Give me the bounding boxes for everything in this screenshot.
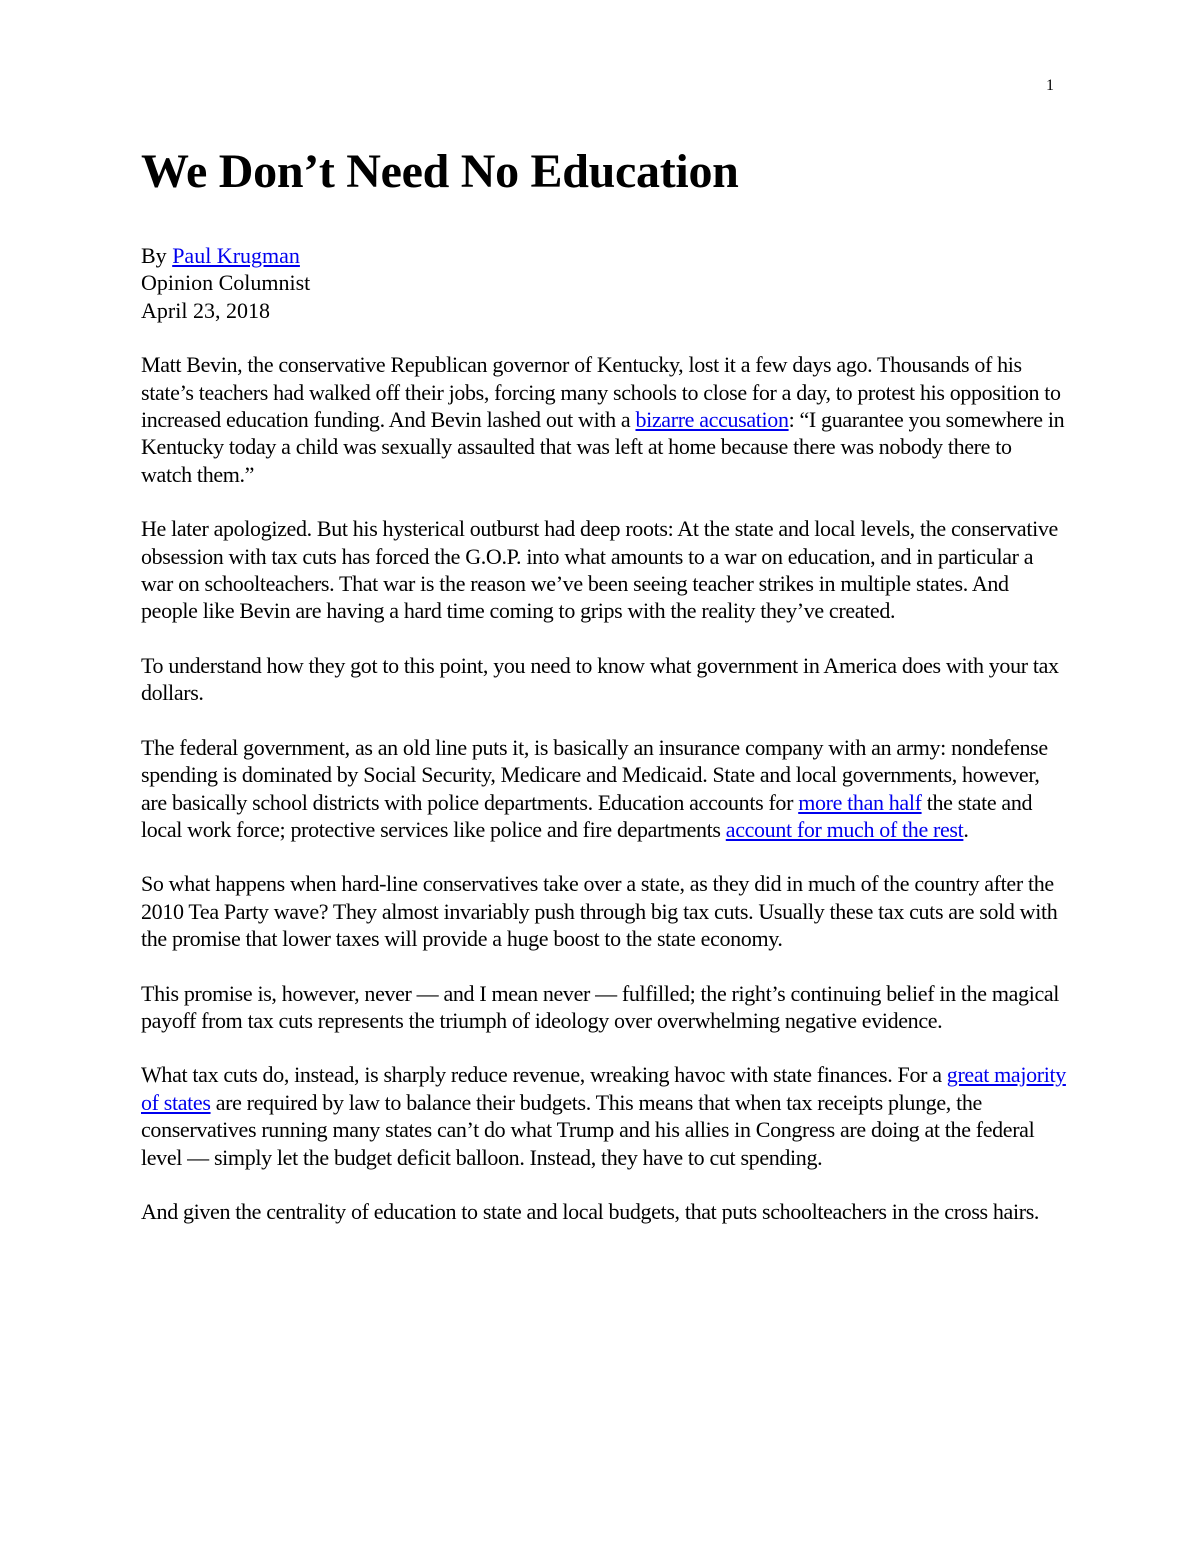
paragraph [141, 351, 1066, 488]
inline-link[interactable]: more than half [798, 789, 922, 815]
paragraph [141, 1198, 1066, 1225]
article-body [141, 351, 1066, 1225]
paragraph-text: : “I guarantee you somewhere in Kentucky today a child was sexually assaulted that was left at home because there was nobody there to watch them.” [141, 407, 1065, 487]
paragraph-text: . [963, 816, 969, 842]
article-title: We Don’t Need No Education [141, 145, 739, 198]
byline [141, 242, 1066, 324]
paragraph [141, 1061, 1066, 1171]
paragraph-text: What tax cuts do, instead, is sharply reduce revenue, wreaking havoc with state finances. For a [141, 1062, 947, 1088]
paragraph-text: And given the centrality of education to state and local budgets, that puts schoolteachers in the cross hairs. [141, 1198, 1040, 1224]
publish-date: April 23, 2018 [141, 297, 270, 323]
author-link[interactable]: Paul Krugman [172, 243, 300, 268]
author-role: Opinion Columnist [141, 270, 311, 296]
paragraph-text: Matt Bevin, the conservative Republican governor of Kentucky, lost it a few days ago. Thousands of his state’s teachers had walked off their jobs, forcing many schools to close for a day, to protest his opposition to increased education funding. And Bevin lashed out with a [141, 352, 1061, 433]
paragraph [141, 652, 1066, 707]
inline-link[interactable]: great majority of states [141, 1062, 1066, 1115]
inline-link[interactable]: account for much of the rest [725, 816, 964, 842]
paragraph [141, 870, 1066, 952]
paragraph-text: are required by law to balance their budgets. This means that when tax receipts plunge, the conservatives running many states can’t do what Trump and his allies in Congress are doing at the federal level — simply let the budget deficit balloon. Instead, they have to cut spending. [141, 1089, 1035, 1170]
paragraph [141, 734, 1066, 844]
inline-link[interactable]: bizarre accusation [635, 407, 789, 433]
byline-prefix: By [141, 243, 173, 268]
paragraph [141, 980, 1066, 1035]
paragraph-text: the state and local work force; protective services like police and fire departments [141, 789, 1033, 842]
paragraph [141, 515, 1066, 625]
paragraph-text: To understand how they got to this point, you need to know what government in America does with your tax dollars. [141, 652, 1059, 706]
byline-author-line [141, 242, 1066, 269]
article [141, 142, 1066, 1225]
paragraph-text: He later apologized. But his hysterical outburst had deep roots: At the state and local levels, the conservative obsession with tax cuts has forced the G.O.P. into what amounts to a war on education, and in particular a war on schoolteachers. That war is the reason we’ve been seeing teacher strikes in multiple states. And people like Bevin are having a hard time coming to grips with the reality they’ve created. [141, 516, 1058, 624]
paragraph-text: The federal government, as an old line puts it, is basically an insurance company with an army: nondefense spending is dominated by Social Security, Medicare and Medicaid. State and local governments, however, are basically school districts with police departments. Education accounts for [141, 734, 1048, 815]
paragraph-text: This promise is, however, never — and I mean never — fulfilled; the right’s continuing belief in the magical payoff from tax cuts represents the triumph of ideology over overwhelming negative evidence. [141, 980, 1060, 1033]
page-number: 1 [1046, 77, 1054, 94]
paragraph-text: So what happens when hard-line conservatives take over a state, as they did in much of the country after the 2010 Tea Party wave? They almost invariably push through big tax cuts. Usually these tax cuts are sold with the promise that lower taxes will provide a huge boost to the state economy. [141, 871, 1058, 952]
